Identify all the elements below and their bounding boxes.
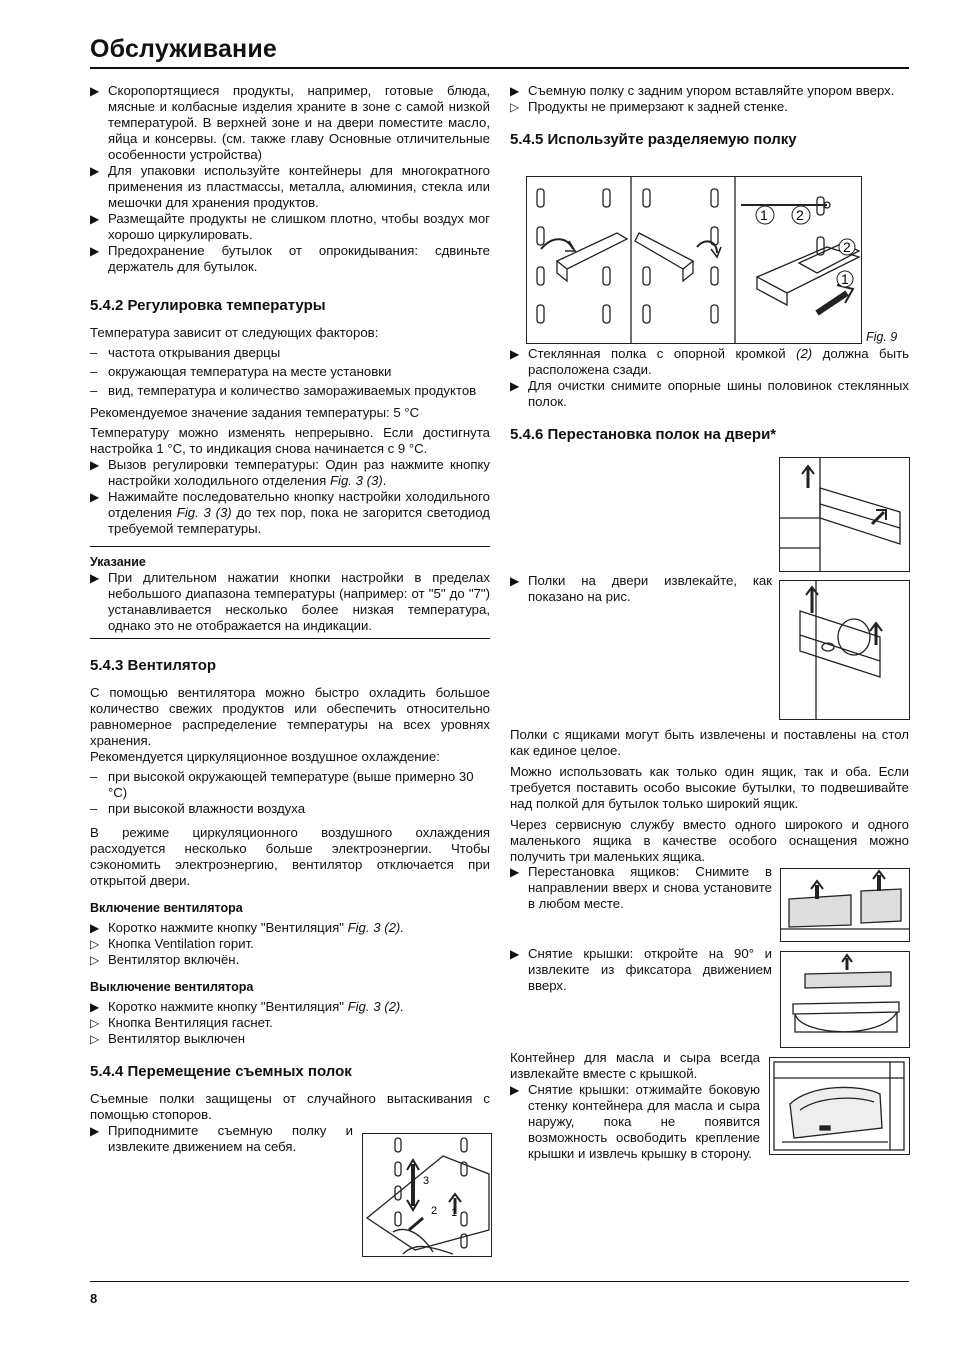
- lid-step-block: [510, 946, 772, 994]
- recommended-value: Рекомендуемое значение задания температуры: 5 °C: [90, 405, 420, 420]
- footer-rule: [90, 1281, 909, 1282]
- temp-step-1: ▶ Вызов регулировки температуры: Один раз нажмите кнопку настройки холодильного отделения Fig. 3 (3).: [90, 457, 490, 488]
- callout-1b: 1: [841, 271, 849, 287]
- fig-9: [526, 176, 862, 344]
- fan-off-result-1: ▷ Кнопка Вентиляция гаснет.: [90, 1015, 273, 1030]
- fan-off-title: Выключение вентилятора: [90, 980, 254, 994]
- drawer-p3: Через сервисную службу вместо одного широкого и одного маленького ящика в качестве особого оснащения можно получить три маленьких ящика.: [510, 817, 909, 864]
- condition-item: – при высокой окружающей температуре (выше примерно 30 °C): [90, 769, 474, 800]
- drawer-illustration: [781, 869, 909, 941]
- door-shelf-step-block: [510, 573, 772, 605]
- lid-remove-step: ▶ Снятие крышки: откройте на 90° и извлеките из фиксатора движением вверх.: [510, 946, 772, 993]
- factor-item: – вид, температура и количество замораживаемых продуктов: [90, 383, 477, 398]
- temp-step-2: ▶ Нажимайте последовательно кнопку настройки холодильного отделения Fig. 3 (3) до тех пор, пока не загорится светодиод требуемой температуры.: [90, 489, 490, 536]
- heading-5-4-2: 5.4.2 Регулировка температуры: [90, 297, 326, 314]
- butter-lid-step: ▶ Снятие крышки: отжимайте боковую стенку контейнера для масла и сыра наружу, пока не появится возможность освободить крепление крышки и извлечь крышку в сторону.: [510, 1082, 760, 1161]
- callout-2: 2: [431, 1205, 438, 1217]
- intro-bullet-4: ▶ Предохранение бутылок от опрокидывания: сдвиньте держатель для бутылок.: [90, 243, 490, 274]
- butter-figure: [769, 1057, 910, 1155]
- callout-3: 3: [423, 1175, 430, 1187]
- fan-on-step: ▶ Коротко нажмите кнопку "Вентиляция" Fig. 3 (2).: [90, 920, 404, 935]
- lid-figure: [780, 951, 910, 1048]
- callout-2b: 2: [843, 239, 851, 255]
- intro-bullet-3: ▶ Размещайте продукты не слишком плотно, чтобы воздух мог хорошо циркулировать.: [90, 211, 490, 242]
- fan-on-result-2: ▷ Вентилятор включён.: [90, 952, 240, 967]
- callout-1: 1: [760, 207, 768, 223]
- intro-bullet-2: ▶ Для упаковки используйте контейнеры для многократного применения из пластмассы, металла, алюминия, стекла или мешочки для хранения продуктов.: [90, 163, 490, 210]
- drawer-rearrange-step: ▶ Перестановка ящиков: Снимите в направлении вверх и снова установите в любом месте.: [510, 864, 772, 911]
- butter-block: [510, 1050, 760, 1162]
- shelf-removal-figure: [362, 1133, 492, 1257]
- fig-9-label: Fig. 9: [866, 330, 898, 344]
- fan-p3: В режиме циркуляционного воздушного охлаждения расходуется несколько больше электроэнергии. Чтобы сэкономить электроэнергию, вентилятор отключается при открытой двери.: [90, 825, 490, 888]
- fan-on-result-1: ▷ Кнопка Ventilation горит.: [90, 936, 254, 951]
- drawer-p1: Полки с ящиками могут быть извлечены и поставлены на стол как единое целое.: [510, 727, 909, 758]
- right-column-mid: [510, 346, 909, 444]
- drawer-p2: Можно использовать как только один ящик, так и оба. Если требуется поставить особо высокие бутылки, то подвешивайте над полкой для бутылок только широкий ящик.: [510, 764, 909, 811]
- shelf-p1: Съемные полки защищены от случайного вытаскивания с помощью стопоров.: [90, 1091, 490, 1122]
- right-column-lower: [510, 727, 909, 865]
- page-number: 8: [90, 1291, 98, 1306]
- door-shelf-step: ▶ Полки на двери извлекайте, как показано на рис.: [510, 573, 772, 604]
- continuous-adjust: Температуру можно изменять непрерывно. Если достигнута настройка 1 °C, то индикация снова начинается с 9 °C.: [90, 425, 490, 456]
- lid-illustration: [781, 952, 909, 1047]
- intro-bullet-1: ▶ Скоропортящиеся продукты, например, готовые блюда, мясные и колбасные изделия храните в зоне с самой низкой температурой. В верхней зоне и на двери поместите масло, яйца и консервы. (см. также главу Основные отличительные особенности устройства): [90, 83, 490, 162]
- factor-item: – окружающая температура на месте установки: [90, 364, 392, 379]
- divisible-shelf-illustration: [527, 177, 861, 343]
- shelf-removal-illustration: [363, 1134, 491, 1256]
- note-text: ▶ При длительном нажатии кнопки настройки в пределах небольшого диапазона температуры (например: от "5" до "7") устанавливается несколько более низкая температура, однако это не отображается на индикации.: [90, 570, 490, 633]
- butter-compartment-illustration: [770, 1058, 909, 1154]
- cleaning-step: ▶ Для очистки снимите опорные шины половинок стеклянных полок.: [510, 378, 909, 409]
- note-title: Указание: [90, 555, 146, 569]
- heading-5-4-5: 5.4.5 Используйте разделяемую полку: [510, 131, 797, 148]
- heading-5-4-4: 5.4.4 Перемещение съемных полок: [90, 1063, 352, 1080]
- note-box: [90, 546, 490, 639]
- door-shelf-illustration-1: [780, 458, 909, 571]
- callout-1: 1: [451, 1207, 458, 1219]
- factor-item: – частота открывания дверцы: [90, 345, 281, 360]
- butter-p: Контейнер для масла и сыра всегда извлекайте вместе с крышкой.: [510, 1050, 760, 1081]
- right-column-top: [510, 83, 909, 149]
- door-shelf-illustration-2: [780, 581, 909, 719]
- shelf-insert-step: ▶ Съемную полку с задним упором вставляйте упором вверх.: [510, 83, 895, 98]
- fan-p1: С помощью вентилятора можно быстро охладить большое количество свежих продуктов или обеспечить относительно равномерное распределение температуры на всех уровнях хранения.: [90, 685, 490, 748]
- fan-on-title: Включение вентилятора: [90, 901, 243, 915]
- glass-shelf-step: ▶ Стеклянная полка с опорной кромкой (2) должна быть расположена сзади.: [510, 346, 909, 377]
- left-column: [90, 83, 490, 1155]
- door-shelf-figure-2: [779, 580, 910, 720]
- door-shelf-figure-1: [779, 457, 910, 572]
- callout-2: 2: [796, 207, 804, 223]
- drawer-figure: [780, 868, 910, 942]
- temp-intro: Температура зависит от следующих факторов:: [90, 325, 379, 340]
- shelf-insert-result: ▷ Продукты не примерзают к задней стенке.: [510, 99, 788, 114]
- fan-off-result-2: ▷ Вентилятор выключен: [90, 1031, 246, 1046]
- header-rule: [90, 67, 909, 69]
- page-title: Обслуживание: [90, 35, 278, 63]
- condition-item: – при высокой влажности воздуха: [90, 801, 306, 816]
- drawer-step-block: [510, 864, 772, 912]
- heading-5-4-3: 5.4.3 Вентилятор: [90, 657, 217, 674]
- fan-off-step: ▶ Коротко нажмите кнопку "Вентиляция" Fig. 3 (2).: [90, 999, 404, 1014]
- fan-p2: Рекомендуется циркуляционное воздушное охлаждение:: [90, 749, 440, 764]
- heading-5-4-6: 5.4.6 Перестановка полок на двери*: [510, 426, 777, 443]
- shelf-step: ▶ Приподнимите съемную полку и извлеките движением на себя.: [90, 1123, 353, 1154]
